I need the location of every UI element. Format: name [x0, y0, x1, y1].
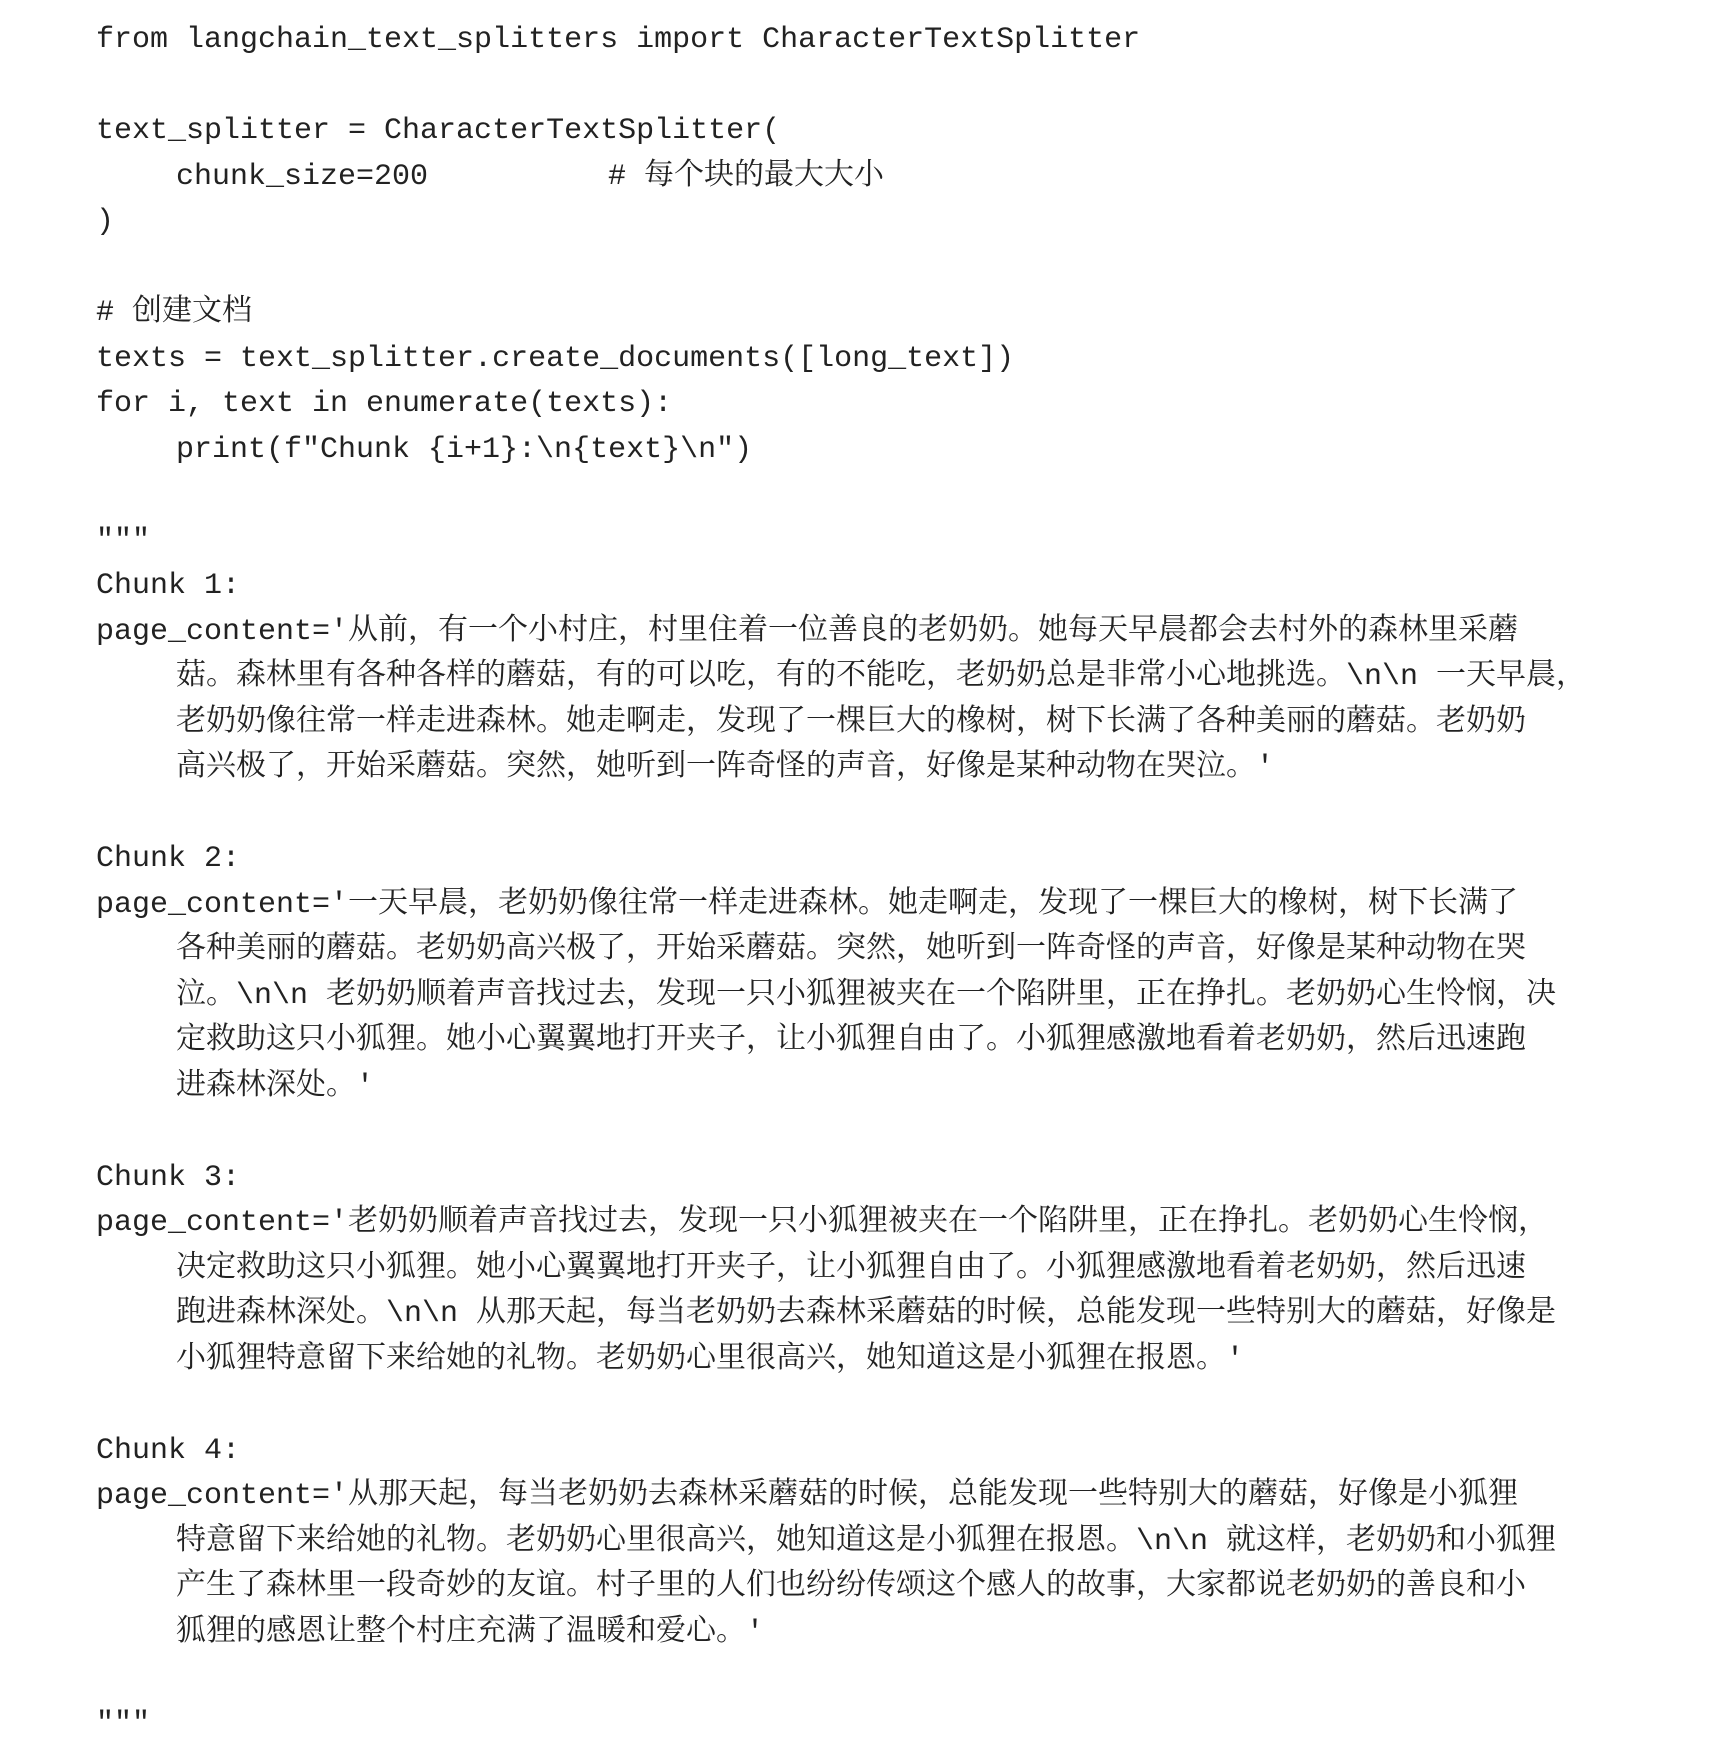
- chunk-label: Chunk 4:: [96, 1433, 241, 1468]
- docstring-close: """: [96, 1706, 151, 1741]
- chunk-content-line: 跑进森林深处。\n\n 从那天起，每当老奶奶去森林采蘑菇的时候，总能发现一些特别大的蘑菇，好像是: [176, 1297, 1557, 1331]
- blank-line: [96, 246, 1696, 292]
- create-comment-line: # 创建文档: [96, 296, 253, 330]
- code-listing: [96, 18, 1696, 1747]
- chunk-content-line: 狐狸的感恩让整个村庄充满了温暖和爱心。': [176, 1615, 765, 1650]
- for-loop-line: for i, text in enumerate(texts):: [96, 387, 673, 421]
- chunk-content-line: 各种美丽的蘑菇。老奶奶高兴极了，开始采蘑菇。突然，她听到一阵奇怪的声音，好像是某种动物在哭: [176, 933, 1526, 967]
- chunk-label: Chunk 1:: [96, 569, 241, 603]
- create-documents-line: texts = text_splitter.create_documents([long_text]): [96, 341, 1015, 376]
- chunk-content-line: 老奶奶像往常一样走进森林。她走啊走，发现了一棵巨大的橡树，树下长满了各种美丽的蘑菇。老奶奶: [176, 705, 1526, 740]
- chunk-size-arg: chunk_size=200: [176, 159, 429, 194]
- chunk-label: Chunk 2:: [96, 842, 241, 876]
- chunk-size-comment: # 每个块的最大大小: [608, 159, 885, 194]
- import-line: from langchain_text_splitters import CharacterTextSplitter: [96, 23, 1141, 57]
- blank-line: [96, 1110, 1696, 1156]
- docstring-open: """: [96, 523, 151, 558]
- chunk-content-line: 泣。\n\n 老奶奶顺着声音找过去，发现一只小狐狸被夹在一个陷阱里，正在挣扎。老奶奶心生怜悯，决: [176, 978, 1557, 1013]
- chunk-content-line: 菇。森林里有各种各样的蘑菇，有的可以吃，有的不能吃，老奶奶总是非常小心地挑选。\n\n 一天早晨，: [176, 660, 1587, 694]
- print-line: print(f"Chunk {i+1}:\n{text}\n"): [176, 432, 753, 467]
- chunk-content-line: 产生了森林里一段奇妙的友谊。村子里的人们也纷纷传颂这个感人的故事，大家都说老奶奶的善良和小: [176, 1570, 1526, 1604]
- splitter-open-line: text_splitter = CharacterTextSplitter(: [96, 114, 781, 148]
- chunk-content-line: page_content='老奶奶顺着声音找过去，发现一只小狐狸被夹在一个陷阱里，正在挣扎。老奶奶心生怜悯，: [96, 1206, 1549, 1240]
- chunk-label: Chunk 3:: [96, 1160, 241, 1195]
- blank-line: [96, 792, 1696, 838]
- chunk-content-line: 定救助这只小狐狸。她小心翼翼地打开夹子，让小狐狸自由了。小狐狸感激地看着老奶奶，然后迅速跑: [176, 1024, 1526, 1058]
- splitter-close-line: ): [96, 205, 115, 239]
- chunk-content-line: page_content='从前，有一个小村庄，村里住着一位善良的老奶奶。她每天早晨都会去村外的森林里采蘑: [96, 614, 1519, 649]
- blank-line: [96, 473, 1696, 519]
- blank-line: [96, 64, 1696, 110]
- chunk-content-line: page_content='一天早晨，老奶奶像往常一样走进森林。她走啊走，发现了一棵巨大的橡树，树下长满了: [96, 887, 1519, 922]
- blank-line: [96, 1656, 1696, 1702]
- chunk-content-line: 高兴极了，开始采蘑菇。突然，她听到一阵奇怪的声音，好像是某种动物在哭泣。': [176, 751, 1275, 785]
- chunks-output: [96, 564, 1696, 1702]
- chunk-content-line: 特意留下来给她的礼物。老奶奶心里很高兴，她知道这是小狐狸在报恩。\n\n 就这样，老奶奶和小狐狸: [176, 1524, 1557, 1559]
- chunk-content-line: 进森林深处。': [176, 1069, 375, 1104]
- blank-line: [96, 1383, 1696, 1429]
- chunk-size-line: [96, 155, 1696, 201]
- chunk-content-line: 小狐狸特意留下来给她的礼物。老奶奶心里很高兴，她知道这是小狐狸在报恩。': [176, 1342, 1245, 1377]
- chunk-content-line: page_content='从那天起，每当老奶奶去森林采蘑菇的时候，总能发现一些特别大的蘑菇，好像是小狐狸: [96, 1479, 1519, 1513]
- chunk-content-line: 决定救助这只小狐狸。她小心翼翼地打开夹子，让小狐狸自由了。小狐狸感激地看着老奶奶，然后迅速: [176, 1251, 1526, 1286]
